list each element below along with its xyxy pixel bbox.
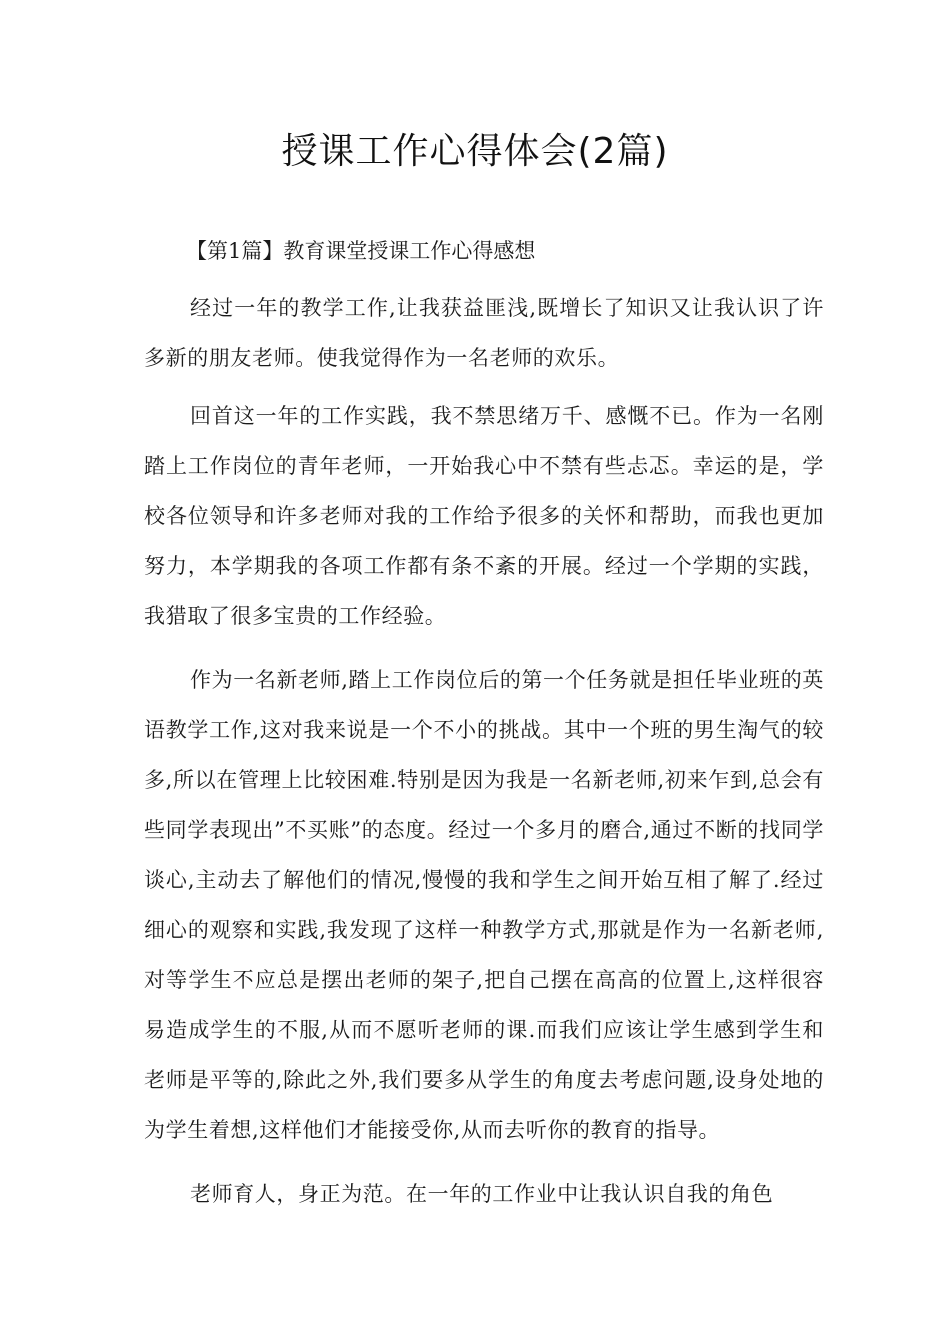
document-title: 授课工作心得体会(2篇)	[281, 131, 669, 172]
paragraph-4: 老师育人，身正为范。在一年的工作业中让我认识自我的角色	[190, 1182, 774, 1206]
paragraph-1: 经过一年的教学工作,让我获益匪浅,既增长了知识又让我认识了许多新的朋友老师。使我觉得作为一名老师的欢乐。	[144, 296, 824, 370]
document-body	[144, 233, 824, 1233]
section-heading: 【第1篇】教育课堂授课工作心得感想	[186, 239, 536, 263]
paragraph-2: 回首这一年的工作实践，我不禁思绪万千、感慨不已。作为一名刚踏上工作岗位的青年老师，一开始我心中不禁有些忐忑。幸运的是，学校各位领导和许多老师对我的工作给予很多的关怀和帮助，而我也更加努力，本学期我的各项工作都有条不紊的开展。经过一个学期的实践，我猎取了很多宝贵的工作经验。	[144, 404, 824, 628]
paragraph-3: 作为一名新老师,踏上工作岗位后的第一个任务就是担任毕业班的英语教学工作,这对我来说是一个不小的挑战。其中一个班的男生淘气的较多,所以在管理上比较困难.特别是因为我是一名新老师,初来乍到,总会有些同学表现出”不买账”的态度。经过一个多月的磨合,通过不断的找同学谈心,主动去了解他们的情况,慢慢的我和学生之间开始互相了解了.经过细心的观察和实践,我发现了这样一种教学方式,那就是作为一名新老师,对等学生不应总是摆出老师的架子,把自己摆在高高的位置上,这样很容易造成学生的不服,从而不愿听老师的课.而我们应该让学生感到学生和老师是平等的,除此之外,我们要多从学生的角度去考虑问题,设身处地的为学生着想,这样他们才能接受你,从而去听你的教育的指导。	[144, 668, 824, 1142]
